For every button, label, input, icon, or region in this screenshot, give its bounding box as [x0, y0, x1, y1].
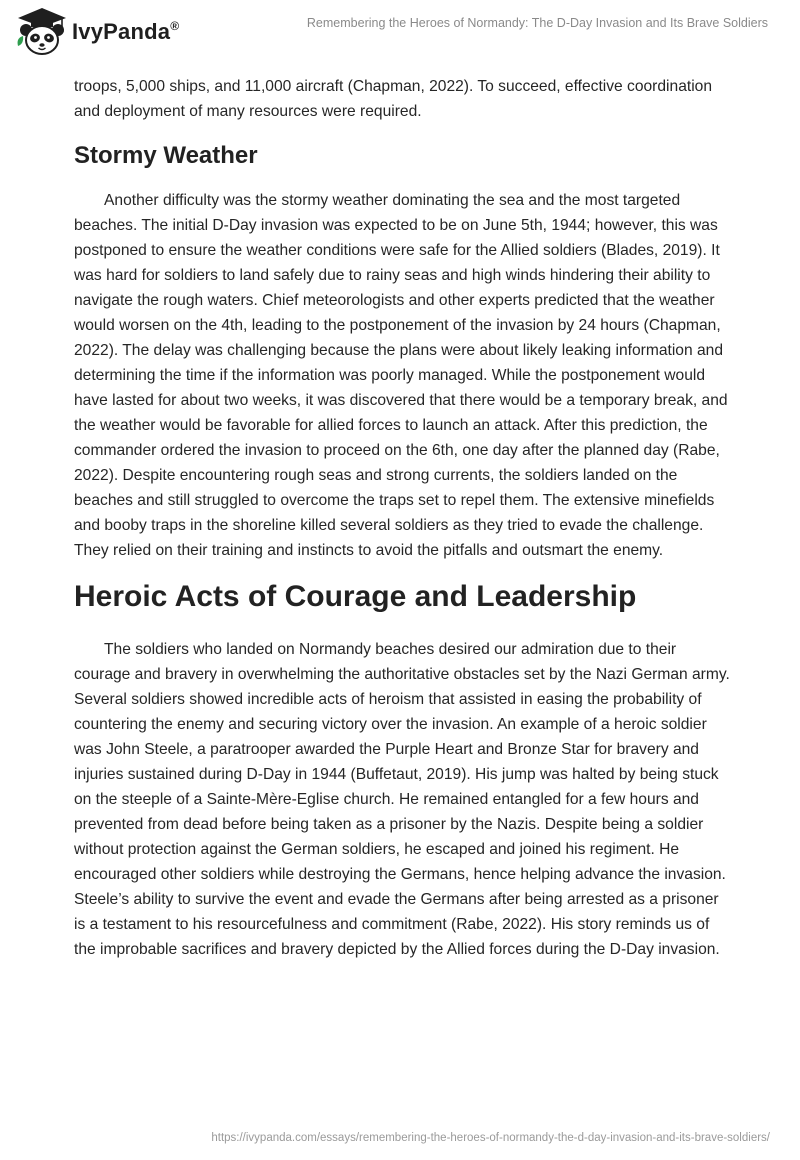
section-heading-heroic-acts: Heroic Acts of Courage and Leadership	[74, 580, 637, 613]
page-header	[0, 0, 800, 62]
section-paragraph-stormy-weather: Another difficulty was the stormy weather dominating the sea and the most targeted beaches. The initial D-Day invasion was expected to be on June 5th, 1944; however, this was postponed to ensure the weather conditions were safe for the Allied soldiers (Blades, 2019). It was hard for soldiers to land safely due to rainy seas and high winds hindering their ability to navigate the rough waters. Chief meteorologists and other experts predicted that the weather would worsen on the 4th, leading to the postponement of the invasion by 24 hours (Chapman, 2022). The delay was challenging because the plans were about likely leaking information and determining the time if the information was poorly managed. While the postponement would have lasted for about two weeks, it was discovered that there would be a temporary break, and the weather would be favorable for allied forces to launch an attack. After this prediction, the commander ordered the invasion to proceed on the 6th, one day after the planned day (Rabe, 2022). Despite encountering rough seas and strong currents, the soldiers landed on the beaches and still struggled to overcome the traps set to repel them. The extensive minefields and booby traps in the shoreline killed several soldiers as they tried to evade the challenge. They relied on their training and instincts to avoid the pitfalls and outsmart the enemy.	[74, 192, 728, 559]
section-paragraph-heroic-acts: The soldiers who landed on Normandy beaches desired our admiration due to their courage and bravery in overwhelming the authoritative obstacles set by the Nazi German army. Several soldiers showed incredible acts of heroism that assisted in easing the probability of countering the enemy and securing victory over the invasion. An example of a heroic soldier was John Steele, a paratrooper awarded the Purple Heart and Bronze Star for bravery and injuries sustained during D-Day in 1944 (Buffetaut, 2019). His jump was halted by being stuck on the steeple of a Sainte-Mère-Eglise church. He remained entangled for a few hours and prevented from dead before being taken as a prisoner by the Nazis. Despite being a soldier without protection against the German soldiers, he escaped and joined his regiment. He encouraged other soldiers while destroying the Germans, hence helping advance the invasion. Steele’s ability to survive the event and evade the Germans after being arrested as a prisoner is a testament to his resourcefulness and commitment (Rabe, 2022). His story reminds us of the improbable sacrifices and bravery depicted by the Allied forces during the D-Day invasion.	[74, 641, 730, 958]
intro-paragraph: troops, 5,000 ships, and 11,000 aircraft (Chapman, 2022). To succeed, effective coordination and deployment of many resources were required.	[74, 78, 713, 120]
document-title: Remembering the Heroes of Normandy: The D-Day Invasion and Its Brave Soldiers	[306, 16, 768, 30]
source-url-link[interactable]: https://ivypanda.com/essays/remembering-the-heroes-of-normandy-the-d-day-invasion-and-its-brave-soldiers/	[211, 1132, 770, 1144]
essay-body	[74, 74, 734, 962]
section-heading-stormy-weather: Stormy Weather	[74, 142, 258, 169]
brand-logo[interactable]	[14, 6, 179, 58]
brand-name: IvyPanda®	[72, 19, 180, 44]
panda-graduate-icon	[14, 6, 70, 58]
